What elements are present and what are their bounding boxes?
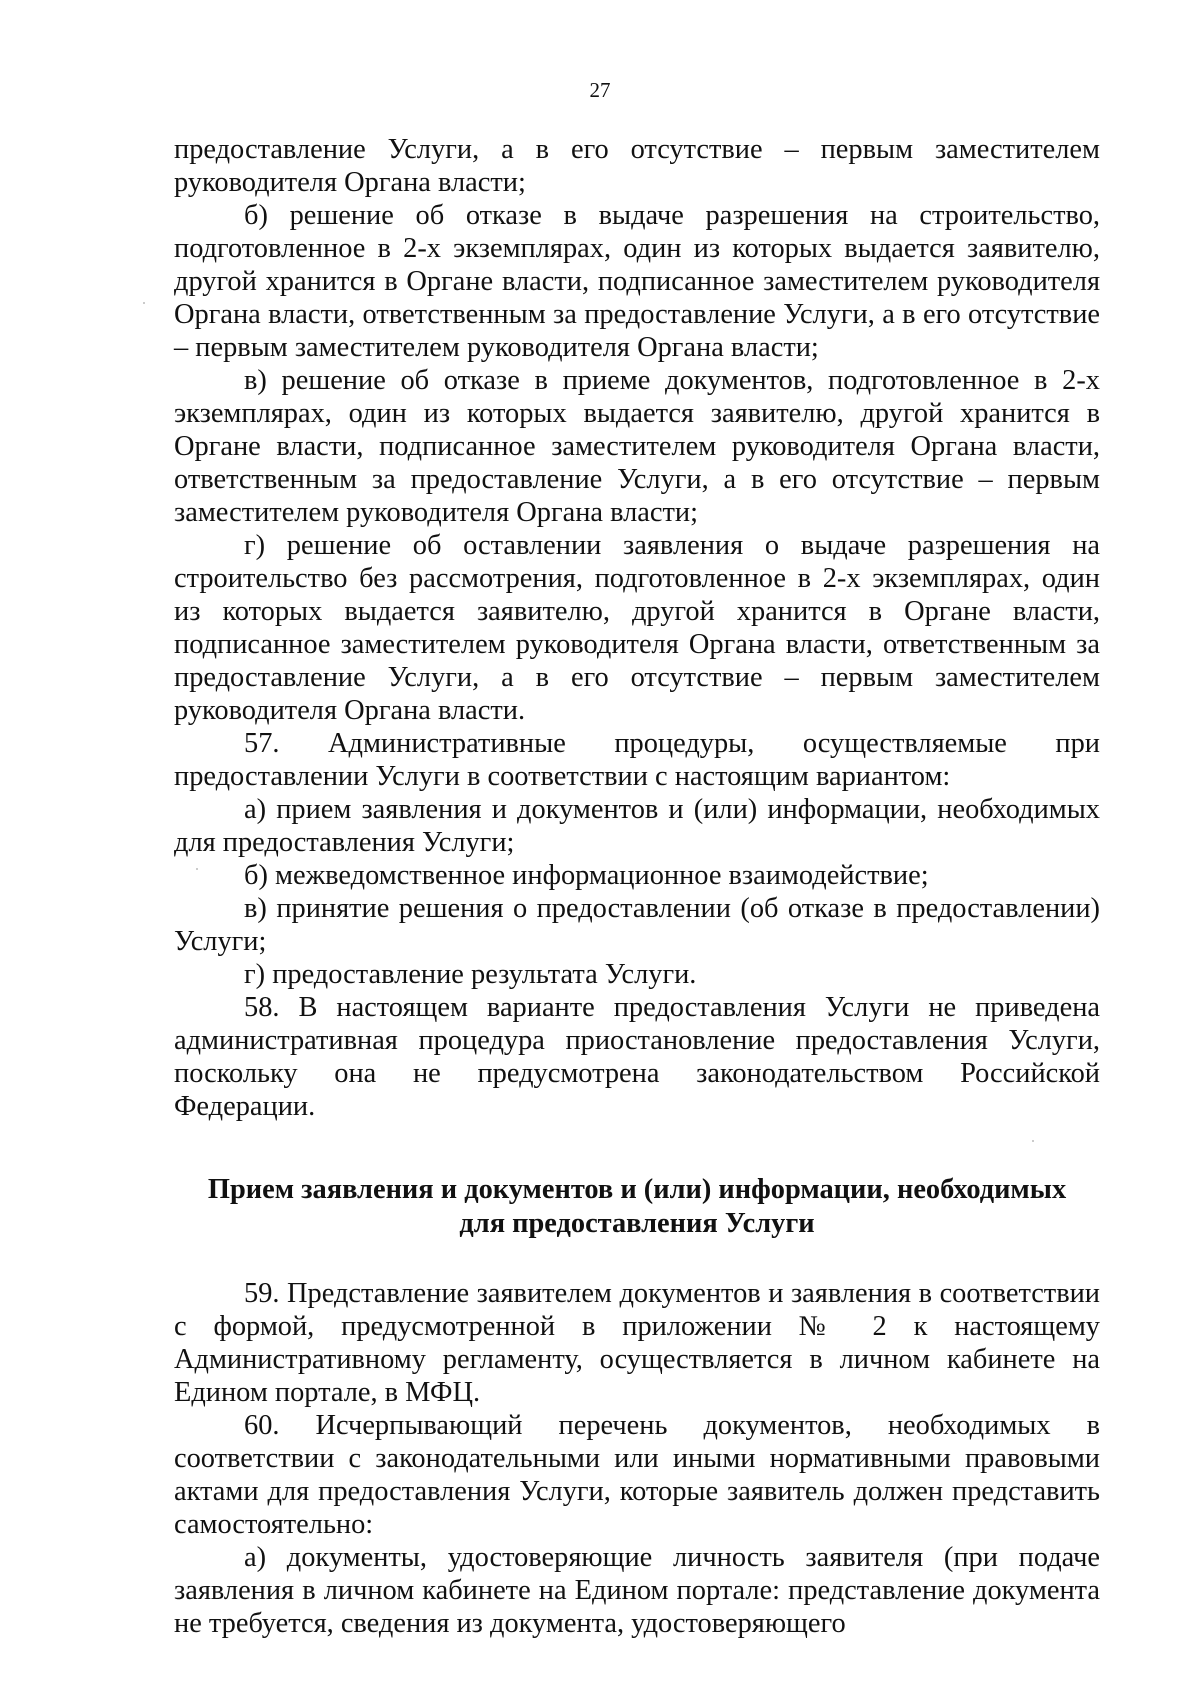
scan-speck <box>143 302 145 304</box>
paragraph-57-item-b: б) межведомственное информационное взаимодействие; <box>244 860 929 891</box>
section-heading <box>174 1173 1100 1241</box>
scan-speck <box>1032 1140 1034 1142</box>
paragraph-57-item-v: в) принятие решения о предоставлении (об отказе в предоставлении) Услуги; <box>174 893 1100 957</box>
scan-speck <box>196 868 198 870</box>
paragraph-item-v: в) решение об отказе в приеме документов, подготовленное в 2-х экземплярах, один из которых выдается заявителю, другой хранится в Органе власти, подписанное заместителем руководителя Органа власти, ответственным за предоставление Услуги, а в его отсутствие – первым заместителем руководителя Органа власти; <box>174 365 1100 528</box>
paragraph-58: 58. В настоящем варианте предоставления Услуги не приведена административная процедура приостановление предоставления Услуги, поскольку она не предусмотрена законодательством Российской Федерации. <box>174 992 1100 1122</box>
paragraph-57-item-g: г) предоставление результата Услуги. <box>244 959 697 990</box>
section-heading-line-2: для предоставления Услуги <box>459 1208 815 1239</box>
section-heading-line-1: Прием заявления и документов и (или) информации, необходимых <box>207 1174 1067 1205</box>
paragraph-item-g: г) решение об оставлении заявления о выдаче разрешения на строительство без рассмотрения, подготовленное в 2-х экземплярах, один из которых выдается заявителю, другой хранится в Органе власти, подписанное заместителем руководителя Органа власти, ответственным за предоставление Услуги, а в его отсутствие – первым заместителем руководителя Органа власти. <box>174 530 1100 726</box>
paragraph-57: 57. Административные процедуры, осуществляемые при предоставлении Услуги в соответствии с настоящим вариантом: <box>174 728 1100 792</box>
page-number: 27 <box>589 78 611 102</box>
paragraph-continuation: предоставление Услуги, а в его отсутствие – первым заместителем руководителя Органа власти; <box>174 134 1100 198</box>
paragraph-59: 59. Представление заявителем документов и заявления в соответствии с формой, предусмотренной в приложении № 2 к настоящему Административному регламенту, осуществляется в личном кабинете на Едином портале, в МФЦ. <box>174 1278 1100 1408</box>
document-body <box>174 133 1100 1640</box>
paragraph-60: 60. Исчерпывающий перечень документов, необходимых в соответствии с законодательными или иными нормативными правовыми актами для предоставления Услуги, которые заявитель должен представить самостоятельно: <box>174 1410 1100 1540</box>
paragraph-item-b: б) решение об отказе в выдаче разрешения на строительство, подготовленное в 2-х экземплярах, один из которых выдается заявителю, другой хранится в Органе власти, подписанное заместителем руководителя Органа власти, ответственным за предоставление Услуги, а в его отсутствие – первым заместителем руководителя Органа власти; <box>174 200 1100 363</box>
paragraph-60-item-a: а) документы, удостоверяющие личность заявителя (при подаче заявления в личном кабинете на Едином портале: представление документа не требуется, сведения из документа, удостоверяющего <box>174 1542 1100 1639</box>
paragraph-57-item-a: а) прием заявления и документов и (или) информации, необходимых для предоставления Услуги; <box>174 794 1100 858</box>
